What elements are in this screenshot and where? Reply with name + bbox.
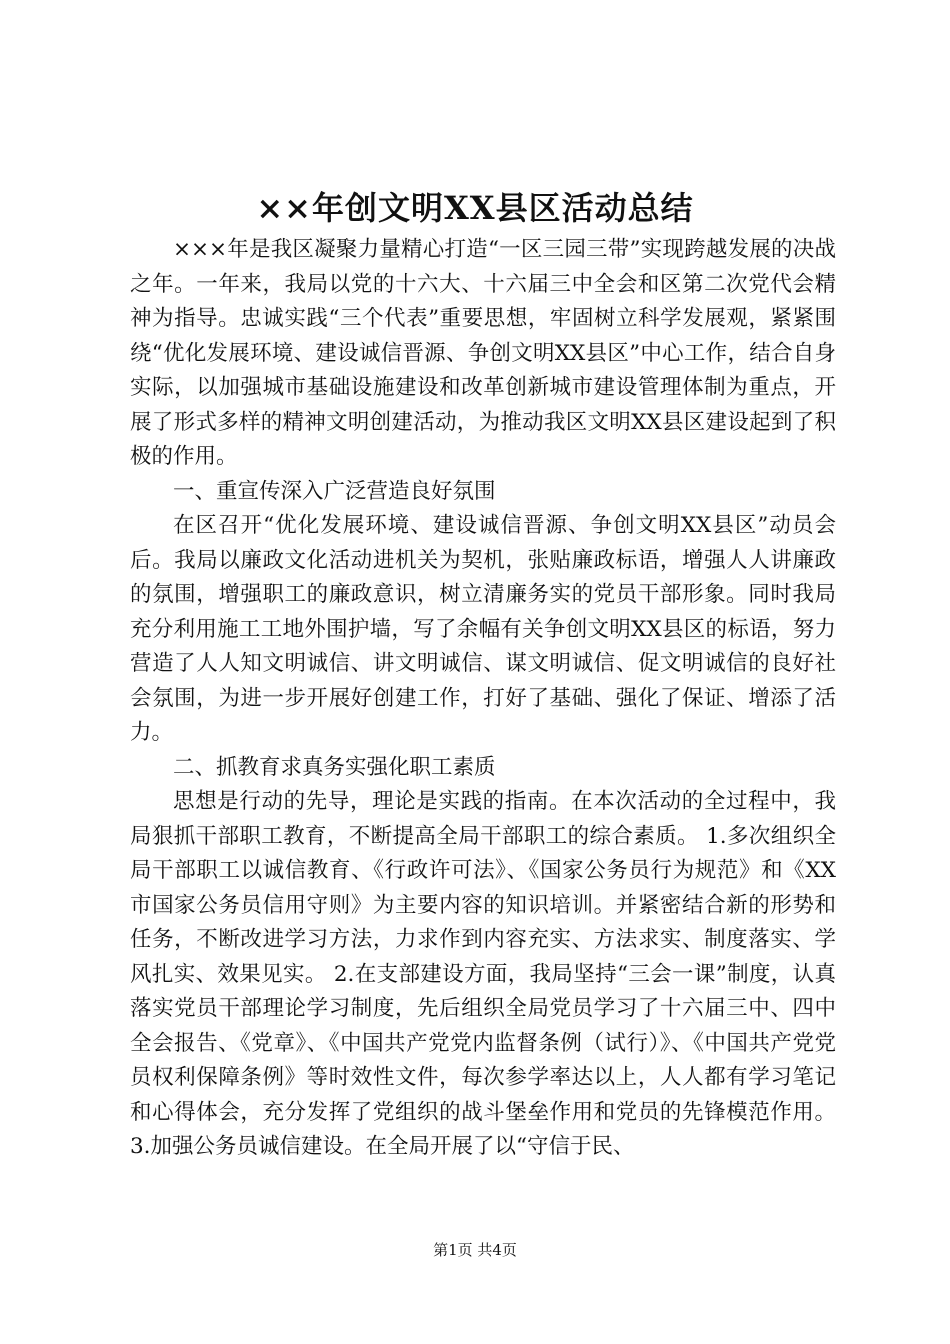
document-body [130,233,836,1165]
section-heading-1: 一、重宣传深入广泛营造良好氛围 [173,478,496,504]
document-title: ××年创文明XX县区活动总结 [256,189,694,227]
paragraph-section-2: 思想是行动的先导，理论是实践的指南。在本次活动的全过程中，我局狠抓干部职工教育，不断提高全局干部职工的综合素质。 1.多次组织全局干部职工以诚信教育、《行政许可法》、《国家公务员行为规范》和《XX市国家公务员信用守则》为主要内容的知识培训。并紧密结合新的形势和任务，不断改进学习方法，力求作到内容充实、方法求实、制度落实、学风扎实、效果见实。 2.在支部建设方面，我局坚持“三会一课”制度，认真落实党员干部理论学习制度，先后组织全局党员学习了十六届三中、四中全会报告、《党章》、《中国共产党党内监督条例（试行）》、《中国共产党党员权利保障条例》等时效性文件，每次参学率达以上，人人都有学习笔记和心得体会，充分发挥了党组织的战斗堡垒作用和党员的先锋模范作用。 3.加强公务员诚信建设。在全局开展了以“守信于民、 [130,789,836,1159]
page-number-footer: 第1页 共4页 [433,1241,517,1259]
section-heading-2: 二、抓教育求真务实强化职工素质 [173,754,496,780]
paragraph-section-1: 在区召开“优化发展环境、建设诚信晋源、争创文明XX县区”动员会后。我局以廉政文化活动进机关为契机，张贴廉政标语，增强人人讲廉政的氛围，增强职工的廉政意识，树立清廉务实的党员干部形象。同时我局充分利用施工工地外围护墙，写了余幅有关争创文明XX县区的标语，努力营造了人人知文明诚信、讲文明诚信、谋文明诚信、促文明诚信的良好社会氛围，为进一步开展好创建工作，打好了基础、强化了保证、增添了活力。 [130,513,836,745]
paragraph-intro: ×××年是我区凝聚力量精心打造“一区三园三带”实现跨越发展的决战之年。一年来，我局以党的十六大、十六届三中全会和区第二次党代会精神为指导。忠诚实践“三个代表”重要思想，牢固树立科学发展观，紧紧围绕“优化发展环境、建设诚信晋源、争创文明XX县区”中心工作，结合自身实际，以加强城市基础设施建设和改革创新城市建设管理体制为重点，开展了形式多样的精神文明创建活动，为推动我区文明XX县区建设起到了积极的作用。 [130,237,836,469]
